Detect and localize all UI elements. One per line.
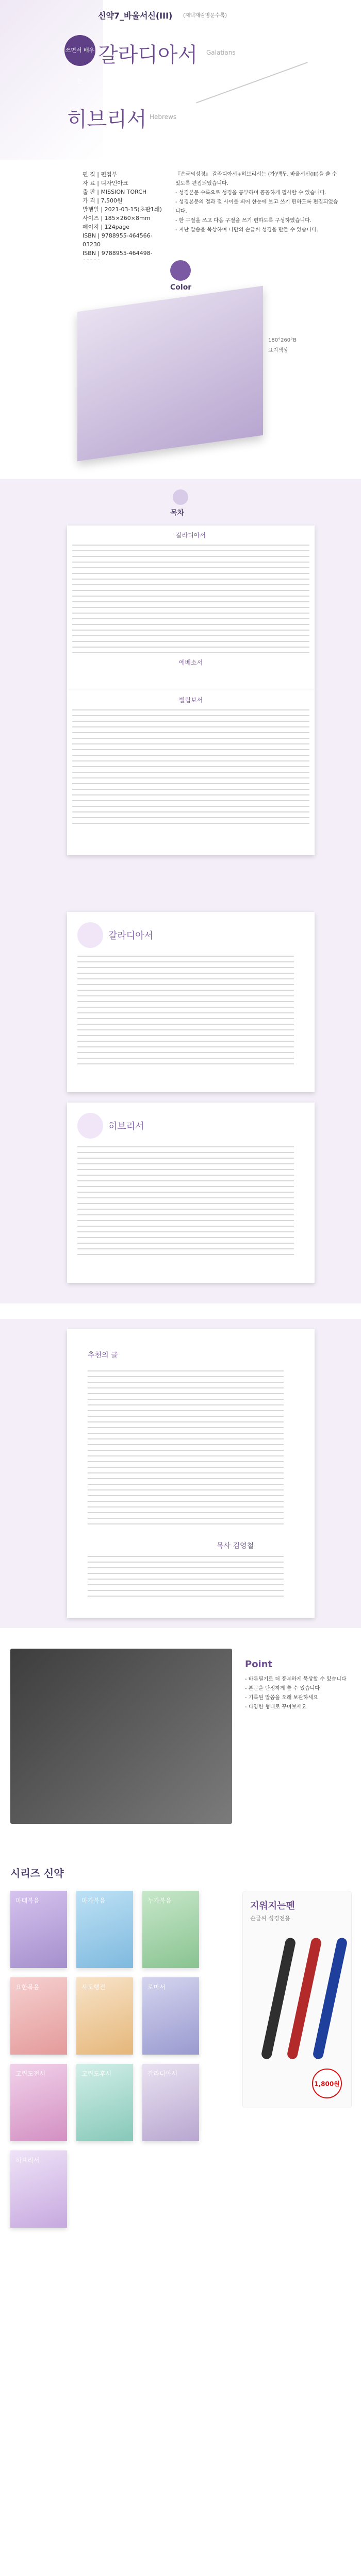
pen-product-card: [242, 1891, 352, 2108]
spec-desc-line: - 한 구절을 쓰고 다음 구절을 쓰기 편하도록 구성하였습니다.: [175, 218, 312, 224]
series-book: [10, 1977, 67, 2055]
color-note-1: 180°260°B: [268, 337, 297, 343]
preface-signature: 목사 김영철: [217, 1542, 254, 1550]
spec-item: 자 료 | 디자인아크: [83, 180, 128, 187]
point-title: Point: [245, 1659, 273, 1670]
series-book-title: 고린도후서: [81, 2070, 111, 2077]
preface-title: 추천의 글: [88, 1351, 118, 1360]
series-book-title: 로마서: [147, 1984, 166, 1991]
toc-icon: [173, 489, 188, 505]
toc-sec2-title: 에베소서: [178, 659, 203, 666]
spec-item: ISBN | 9788955-464566-03230: [83, 232, 153, 248]
series-book: [76, 2064, 133, 2141]
spec-item: 출 판 | MISSION TORCH: [83, 189, 147, 195]
series-heading: 시리즈 신약: [10, 1867, 64, 1879]
toc-page-1-lines: [72, 545, 309, 653]
sample-page-1-section: [0, 902, 361, 1103]
sample-page-2-badge: [77, 1113, 103, 1139]
sample-page-1-title: 갈라디아서: [108, 930, 153, 941]
spec-desc-line: - 성경본문의 절과 절 사이를 띄어 한눈에 보고 쓰기 편하도록 편집되었습니다.: [175, 199, 338, 214]
toc-sec1-title: 갈라디아서: [176, 532, 206, 539]
point-box: [245, 1659, 348, 1712]
sample-page-2-title: 히브리서: [108, 1121, 144, 1132]
series-book: [76, 1891, 133, 1968]
spec-item: 가 격 | 7,500원: [83, 197, 123, 204]
series-book-title: 요한복음: [15, 1984, 40, 1991]
toc-sec3-title: 빌립보서: [178, 697, 203, 704]
book1-title-en: Galatians: [206, 49, 236, 56]
spec-list: [83, 170, 170, 266]
sample-page-2-lines: [77, 1146, 294, 1260]
series-book: [142, 1891, 199, 1968]
preface-lines-2: [88, 1556, 284, 1597]
series-book-title: 고린도전서: [15, 2070, 45, 2077]
series-book: [10, 2150, 67, 2228]
brand-badge: 쓰면서 배우는: [64, 35, 95, 66]
series-subtitle: (재택재림명문수록): [183, 13, 227, 19]
series-title: 신약7_바울서신(III): [98, 11, 173, 21]
series-grid: [10, 1891, 217, 2228]
book2-title: 히브리서: [67, 108, 147, 131]
series-book-title: 누가복음: [147, 1897, 172, 1904]
series-book-title: 갈라디아서: [147, 2070, 177, 2077]
preface-lines: [88, 1370, 284, 1525]
toc-page-2-lines: [72, 709, 309, 828]
book1-title: 갈라디아서: [98, 43, 198, 67]
preface-page: [67, 1329, 315, 1618]
book-cover-3d: [77, 286, 263, 462]
spec-section: [0, 170, 361, 257]
pen-price: 1,800원: [312, 2069, 342, 2098]
photo-point-section: [0, 1638, 361, 1855]
series-book: [142, 2064, 199, 2141]
series-book: [142, 1977, 199, 2055]
toc-page-2: [67, 690, 315, 855]
series-section: [0, 1865, 361, 2576]
toc-label: 목차: [170, 509, 185, 517]
spec-item: ISBN | 9788955-464498-: [83, 250, 153, 257]
color-label: Color: [170, 283, 192, 292]
series-book: [76, 1977, 133, 2055]
series-book-title: 히브리서: [15, 2157, 40, 2164]
series-book-title: 마태복음: [15, 1897, 40, 1904]
sample-page-1: [67, 912, 315, 1092]
preface-section: [0, 1319, 361, 1628]
toc-section: [0, 479, 361, 902]
spec-item: 편 집 | 편집부: [83, 171, 118, 178]
photo-writing: [10, 1649, 232, 1824]
series-book-title: 사도행전: [81, 1984, 106, 1991]
pen-subtitle: 손글씨 성경전용: [250, 1915, 290, 1922]
color-section: [0, 260, 361, 477]
spec-item: 발행일 | 2021-03-15(초판1쇄): [83, 206, 162, 213]
header-section: [0, 0, 361, 160]
spec-desc-line: - 지난 말씀을 묵상하며 나만의 손글씨 성경을 만들 수 있습니다.: [175, 227, 318, 233]
point-item: - 다양한 형태로 꾸며보세요: [245, 1704, 307, 1710]
pen-decoration: [192, 52, 308, 103]
spec-item: 사이즈 | 185×260×8mm: [83, 215, 151, 222]
sample-page-2-section: [0, 1103, 361, 1303]
color-note-2: 표지색상: [268, 348, 288, 353]
sample-page-2: [67, 1103, 315, 1283]
pen-illustration: [250, 1931, 344, 2065]
point-item: - 기록된 말씀을 오래 보관하세요: [245, 1695, 318, 1701]
point-item: - 본문을 단정하게 쓸 수 있습니다: [245, 1686, 320, 1691]
series-book: [10, 2064, 67, 2141]
series-book: [10, 1891, 67, 1968]
sample-page-1-lines: [77, 956, 294, 1069]
sample-page-1-badge: [77, 922, 103, 948]
book2-title-en: Hebrews: [150, 113, 177, 121]
toc-page-1: [67, 526, 315, 690]
spec-desc-line: - 성경본문 수록으로 성경을 공부하며 꼼꼼하게 필사할 수 있습니다.: [175, 190, 327, 196]
color-icon: [170, 260, 191, 281]
point-item: - 바른필기로 더 풍부하게 묵상할 수 있습니다: [245, 1676, 347, 1682]
pen-title: 지워지는펜: [250, 1901, 295, 1911]
spec-desc-line: 『손글씨성경』 갈라디아서+히브리서는 (가)백두, 바울서신(III)을 쓸 수 있도록 편집되었습니다.: [175, 172, 337, 187]
header-bg: [0, 0, 103, 160]
spec-desc: [175, 170, 340, 235]
series-book-title: 마가복음: [81, 1897, 106, 1904]
spec-item: 페이지 | 124page: [83, 224, 130, 230]
